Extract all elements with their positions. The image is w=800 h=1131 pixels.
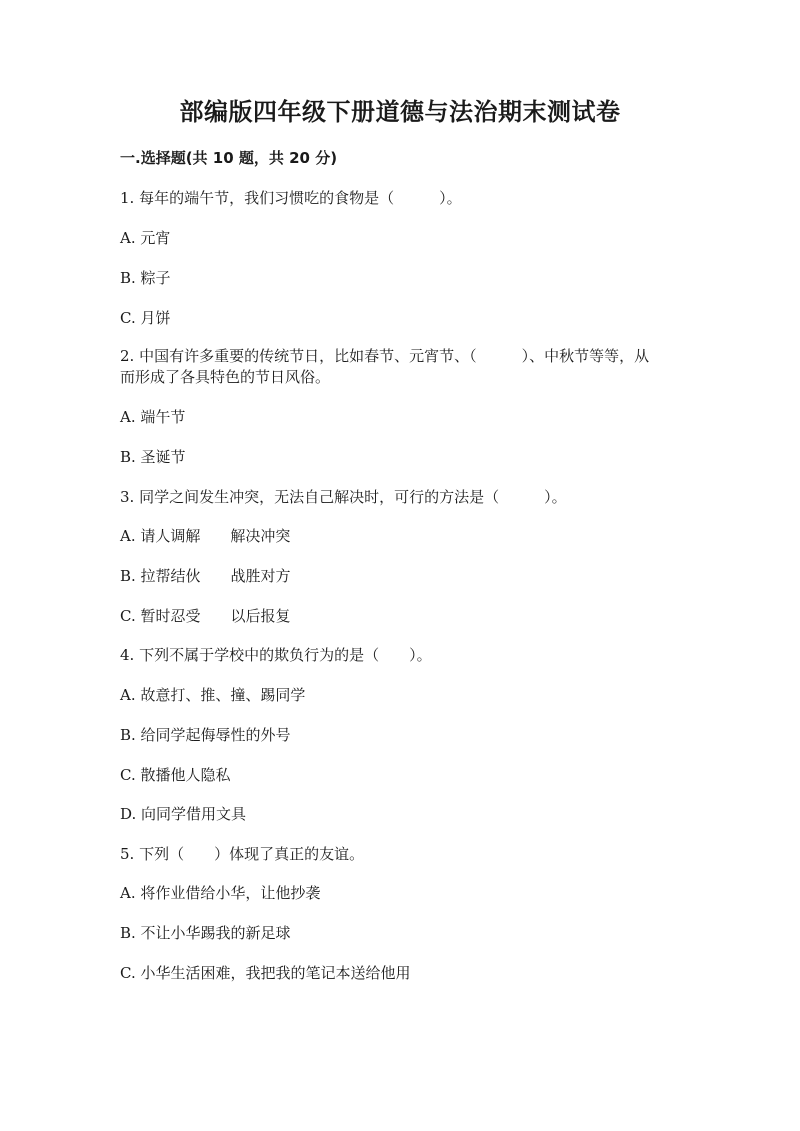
- question-2-option-a: A. 端午节: [120, 408, 186, 426]
- question-4-stem: 4. 下列不属于学校中的欺负行为的是（ ）。: [120, 646, 432, 664]
- question-5-option-a: A. 将作业借给小华，让他抄袭: [120, 884, 321, 902]
- question-5-option-c: C. 小华生活困难，我把我的笔记本送给他用: [120, 964, 411, 982]
- question-2-option-b: B. 圣诞节: [120, 448, 186, 466]
- question-3-stem: 3. 同学之间发生冲突，无法自己解决时，可行的方法是（ ）。: [120, 488, 567, 506]
- question-1-stem: 1. 每年的端午节，我们习惯吃的食物是（ ）。: [120, 189, 462, 207]
- question-3-option-b: B. 拉帮结伙 战胜对方: [120, 567, 291, 585]
- page-title: 部编版四年级下册道德与法治期末测试卷: [179, 98, 621, 126]
- question-4-option-d: D. 向同学借用文具: [120, 805, 247, 823]
- question-5-option-b: B. 不让小华踢我的新足球: [120, 924, 291, 942]
- section-heading: 一.选择题(共 10 题，共 20 分): [120, 149, 338, 167]
- question-4-option-c: C. 散播他人隐私: [120, 766, 231, 784]
- question-3-option-a: A. 请人调解 解决冲突: [120, 527, 291, 545]
- question-1-option-b: B. 粽子: [120, 269, 171, 287]
- question-4-option-a: A. 故意打、推、撞、踢同学: [120, 686, 306, 704]
- question-3-option-c: C. 暂时忍受 以后报复: [120, 607, 291, 625]
- question-1-option-c: C. 月饼: [120, 309, 171, 327]
- question-4-option-b: B. 给同学起侮辱性的外号: [120, 726, 291, 744]
- question-2-stem: 2. 中国有许多重要的传统节日，比如春节、元宵节、（ ）、中秋节等等，从而形成了各具特色的节日风俗。: [120, 347, 650, 386]
- question-5-stem: 5. 下列（ ）体现了真正的友谊。: [120, 845, 365, 863]
- question-1-option-a: A. 元宵: [120, 229, 171, 247]
